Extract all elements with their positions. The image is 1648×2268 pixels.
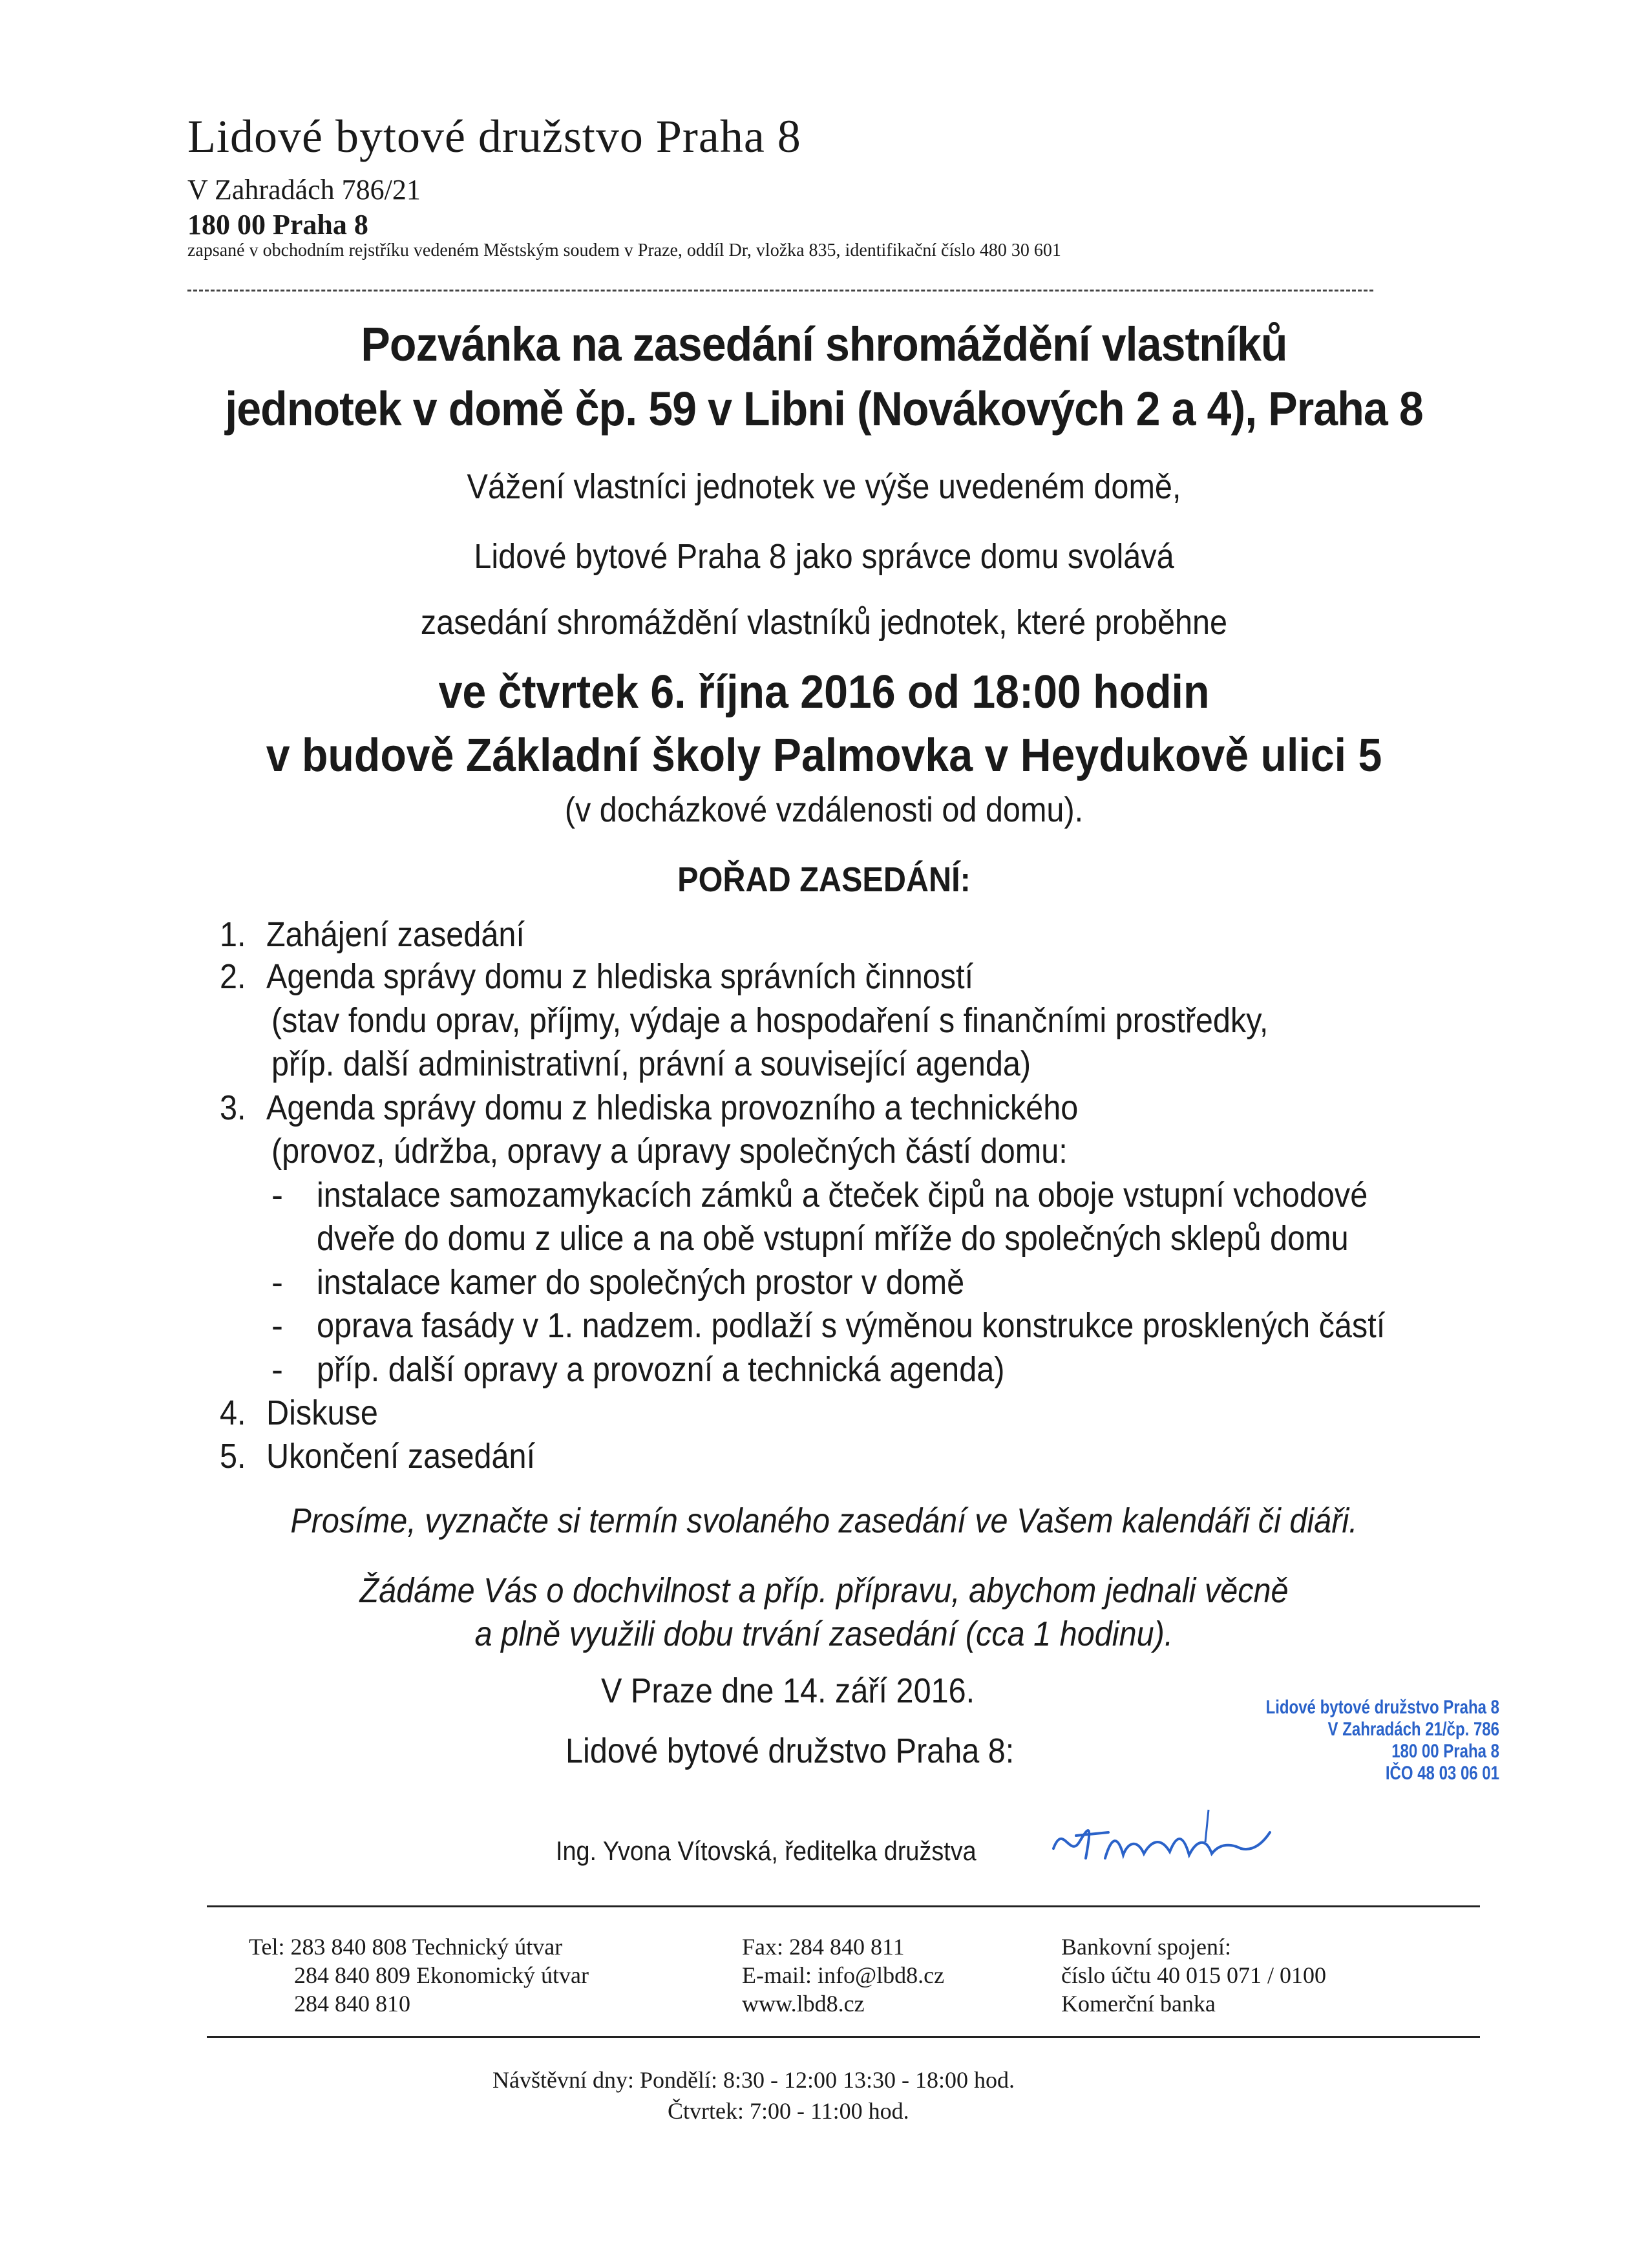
agenda-bullet-1a: instalace samozamykacích zámků a čteček čipů na oboje vstupní vchodové bbox=[317, 1176, 1368, 1214]
agenda-bullet-3: oprava fasády v 1. nadzem. podlaží s výměnou konstrukce prosklených částí bbox=[317, 1306, 1386, 1345]
bank-account: číslo účtu 40 015 071 / 0100 bbox=[1061, 1962, 1326, 1988]
page-title-line2: jednotek v domě čp. 59 v Libni (Novákových 2 a 4), Praha 8 bbox=[225, 382, 1423, 436]
footer-phones bbox=[249, 1933, 589, 2018]
intro-line2: Lidové bytové Praha 8 jako správce domu svolává bbox=[474, 537, 1174, 576]
company-stamp bbox=[1251, 1697, 1499, 1785]
agenda-item-1: 1. Zahájení zasedání bbox=[220, 915, 525, 954]
agenda-heading: POŘAD ZASEDÁNÍ: bbox=[677, 860, 971, 899]
greeting: Vážení vlastníci jednotek ve výše uvedeném domě, bbox=[467, 467, 1181, 506]
event-note: (v docházkové vzdálenosti od domu). bbox=[564, 790, 1084, 829]
handwritten-signature bbox=[1047, 1797, 1280, 1881]
bullet-dash: - bbox=[271, 1176, 283, 1214]
agenda-item-3: 3. Agenda správy domu z hlediska provozního a technického bbox=[220, 1088, 1079, 1127]
footer-bottom-rule bbox=[207, 2036, 1480, 2038]
header-city: 180 00 Praha 8 bbox=[187, 209, 368, 240]
website-link[interactable]: www.lbd8.cz bbox=[742, 1991, 865, 2017]
bullet-dash: - bbox=[271, 1263, 283, 1302]
footer-top-rule bbox=[207, 1905, 1480, 1907]
header-divider bbox=[187, 290, 1373, 291]
organization-signature-label: Lidové bytové družstvo Praha 8: bbox=[565, 1732, 1015, 1770]
event-place: v budově Základní školy Palmovka v Heydukově ulici 5 bbox=[266, 730, 1382, 781]
fax-number: Fax: 284 840 811 bbox=[742, 1934, 905, 1960]
agenda-bullet-2: instalace kamer do společných prostor v domě bbox=[317, 1263, 965, 1302]
registration-text: zapsané v obchodním rejstříku vedeném Městským soudem v Praze, oddíl Dr, vložka 835, identifikační číslo 480 30 601 bbox=[187, 240, 1061, 260]
agenda-bullet-4: příp. další opravy a provozní a technická agenda) bbox=[317, 1350, 1005, 1389]
bullet-dash: - bbox=[271, 1306, 283, 1345]
signatory: Ing. Yvona Vítovská, ředitelka družstva bbox=[556, 1836, 977, 1866]
visiting-hours-thursday: Čtvrtek: 7:00 - 11:00 hod. bbox=[668, 2098, 909, 2124]
phone-technical: Tel: 283 840 808 Technický útvar bbox=[249, 1934, 563, 1960]
footer-contact bbox=[742, 1933, 944, 2018]
agenda-item-3-detail: (provoz, údržba, opravy a úpravy společných částí domu: bbox=[271, 1132, 1068, 1171]
bank-name: Komerční banka bbox=[1061, 1991, 1216, 2017]
punctuality-line2: a plně využili dobu trvání zasedání (cca 1 hodinu). bbox=[474, 1615, 1174, 1653]
email-link[interactable]: E-mail: info@lbd8.cz bbox=[742, 1962, 945, 1988]
stamp-line-3: 180 00 Praha 8 bbox=[1391, 1741, 1499, 1762]
punctuality-line1: Žádáme Vás o dochvilnost a příp. přípravu, abychom jednali věcně bbox=[359, 1571, 1289, 1610]
agenda-bullet-1b: dveře do domu z ulice a na obě vstupní mříže do společných sklepů domu bbox=[317, 1219, 1349, 1258]
stamp-line-1: Lidové bytové družstvo Praha 8 bbox=[1265, 1697, 1499, 1718]
agenda-item-5: 5. Ukončení zasedání bbox=[220, 1437, 536, 1476]
bank-label: Bankovní spojení: bbox=[1061, 1934, 1231, 1960]
bullet-dash: - bbox=[271, 1350, 283, 1389]
agenda-item-2: 2. Agenda správy domu z hlediska správních činností bbox=[220, 957, 974, 996]
page-title-line1: Pozvánka na zasedání shromáždění vlastníků bbox=[361, 317, 1287, 371]
phone-other: 284 840 810 bbox=[294, 1991, 410, 2017]
organization-name: Lidové bytové družstvo Praha 8 bbox=[187, 111, 801, 162]
visiting-hours-monday: Návštěvní dny: Pondělí: 8:30 - 12:00 13:30 - 18:00 hod. bbox=[492, 2067, 1015, 2093]
agenda-item-2-detail-2: příp. další administrativní, právní a související agenda) bbox=[271, 1044, 1031, 1083]
calendar-note: Prosíme, vyznačte si termín svolaného zasedání ve Vašem kalendáři či diáři. bbox=[290, 1501, 1358, 1540]
header-street: V Zahradách 786/21 bbox=[187, 174, 421, 206]
event-date: ve čtvrtek 6. října 2016 od 18:00 hodin bbox=[438, 666, 1210, 718]
intro-line3: zasedání shromáždění vlastníků jednotek, které proběhne bbox=[420, 603, 1228, 642]
agenda-item-4: 4. Diskuse bbox=[220, 1394, 378, 1432]
phone-economic: 284 840 809 Ekonomický útvar bbox=[294, 1962, 589, 1988]
place-date: V Praze dne 14. září 2016. bbox=[601, 1671, 975, 1710]
footer-bank bbox=[1061, 1933, 1326, 2018]
stamp-line-2: V Zahradách 21/čp. 786 bbox=[1327, 1719, 1499, 1740]
stamp-line-4: IČO 48 03 06 01 bbox=[1385, 1763, 1499, 1784]
agenda-item-2-detail-1: (stav fondu oprav, příjmy, výdaje a hospodaření s finančními prostředky, bbox=[271, 1001, 1269, 1040]
